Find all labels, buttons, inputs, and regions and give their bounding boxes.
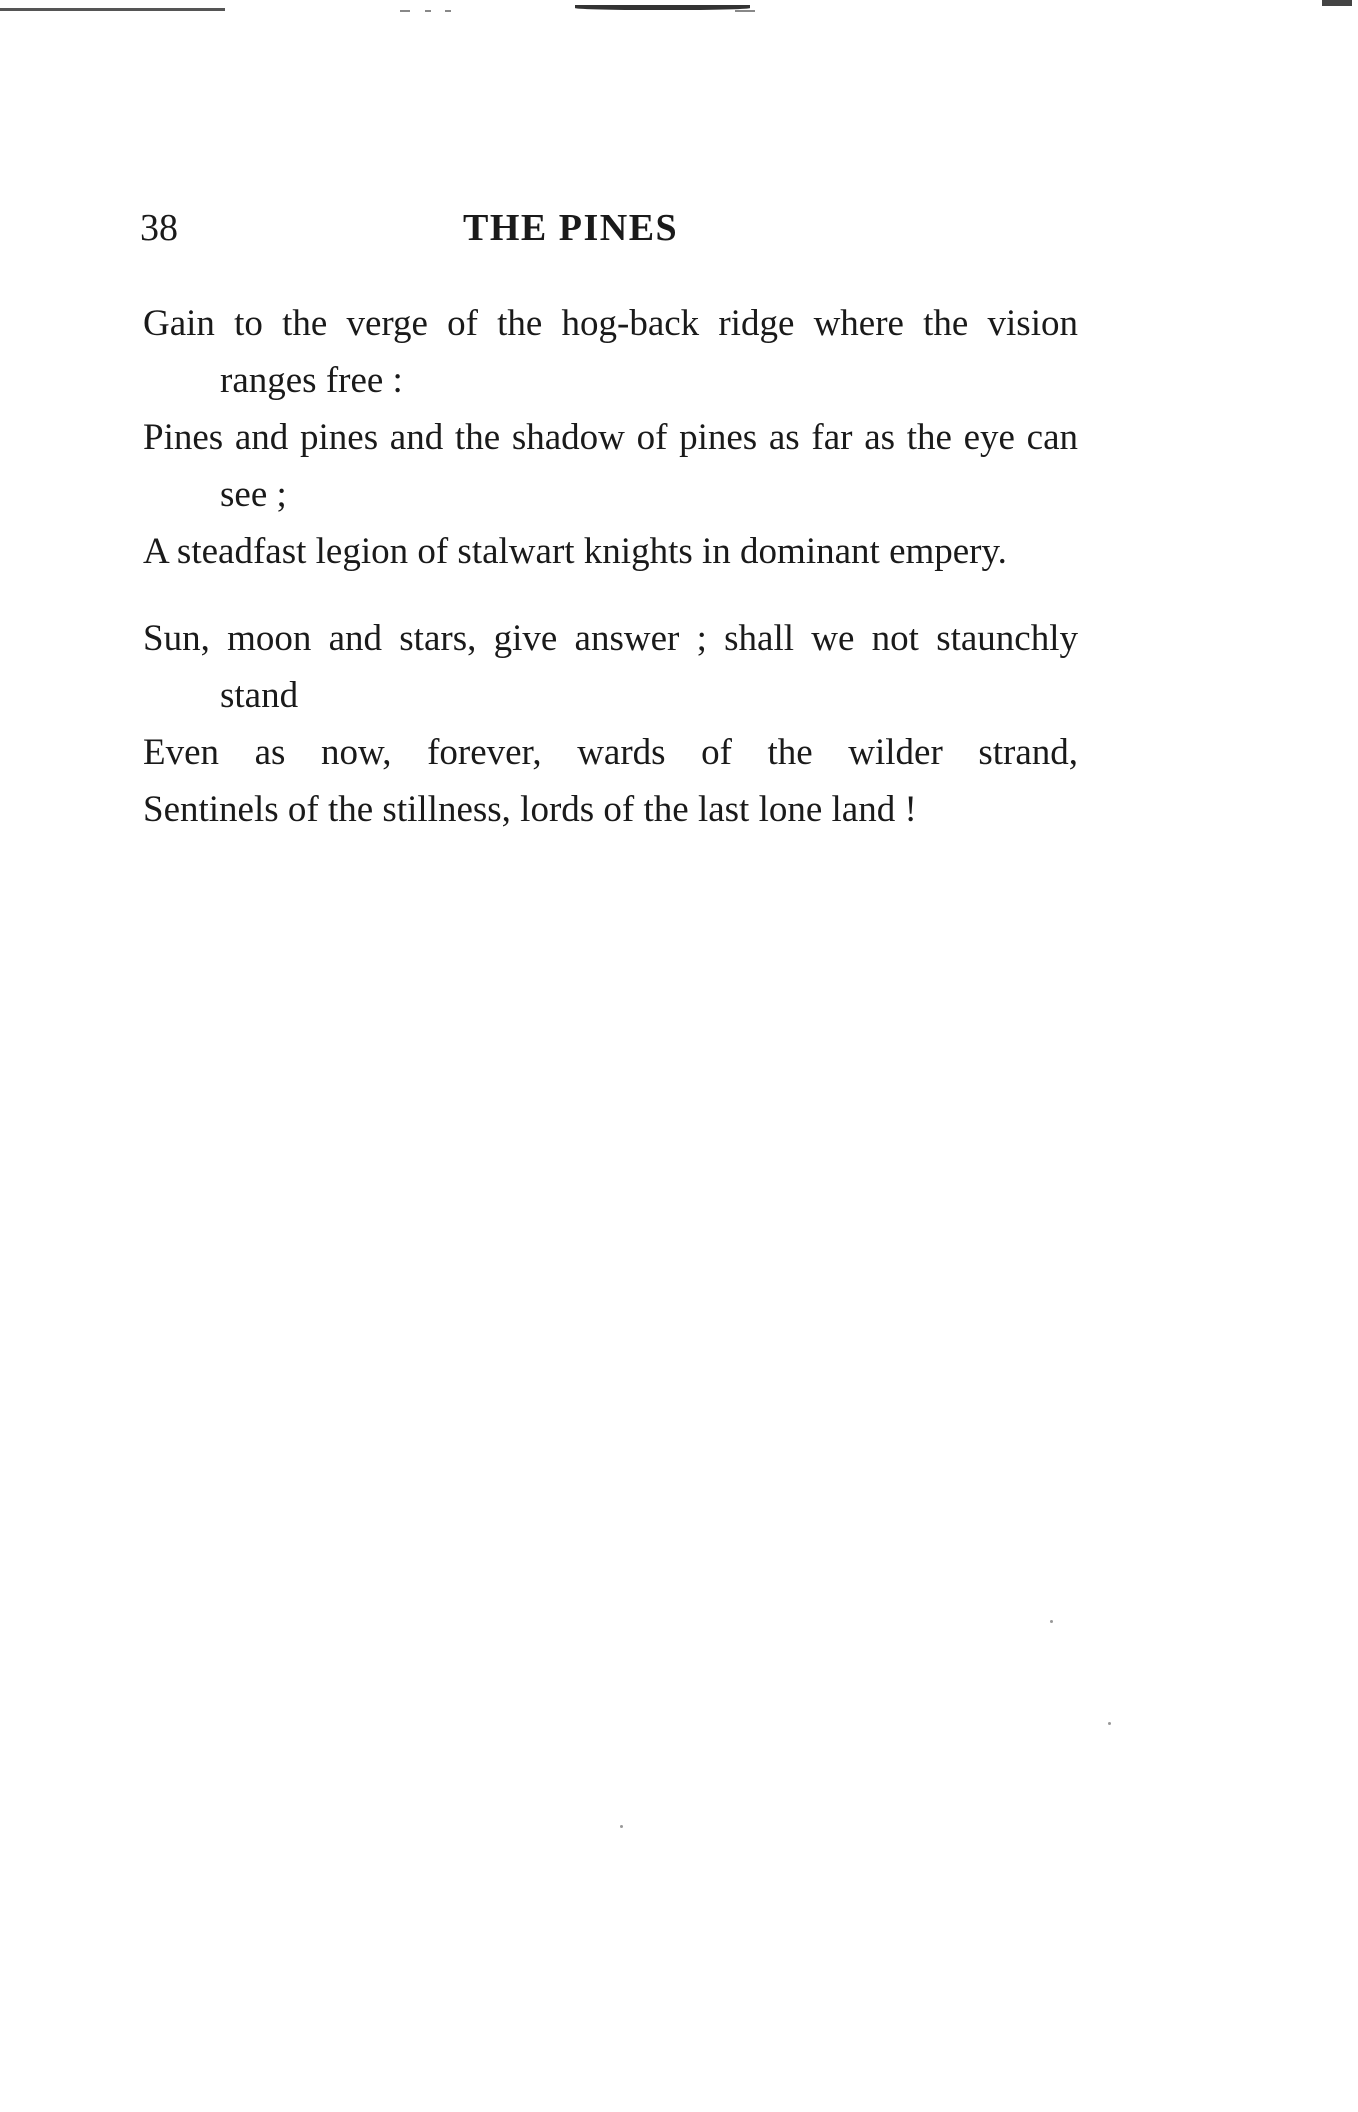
- verse-line-text: Pines and pines and the shadow of pines as far: [143, 417, 853, 458]
- scan-speck: [620, 1825, 623, 1828]
- verse-line: [143, 523, 1078, 580]
- verse-line-continuation: as the eye can see ;: [220, 417, 1078, 515]
- verse-line-text: Even as now, forever, wards of the wilder strand,: [143, 732, 1078, 773]
- verse-line-continuation: land !: [831, 789, 917, 830]
- verse-line-continuation: empery.: [889, 531, 1007, 572]
- verse-line: [143, 295, 1078, 409]
- verse-line: [143, 781, 1078, 838]
- verse-line: [143, 610, 1078, 724]
- verse-line-text: Sentinels of the stillness, lords of the last lone: [143, 789, 823, 830]
- page-number: 38: [140, 207, 178, 249]
- scan-edge-mark: [400, 10, 410, 12]
- scan-edge-mark: [0, 8, 225, 11]
- page-header: [140, 203, 1080, 253]
- verse-line-continuation: the vision ranges free :: [220, 303, 1078, 401]
- verse-line-continuation: staunchly stand: [220, 618, 1079, 716]
- scan-edge-mark: [445, 10, 451, 12]
- verse-line-text: Sun, moon and stars, give answer ; shall we not: [143, 618, 919, 659]
- verse-line-text: Gain to the verge of the hog-back ridge where: [143, 303, 904, 344]
- scan-speck: [1108, 1722, 1111, 1725]
- scan-edge-mark: [575, 5, 750, 10]
- scan-edge-mark: [1322, 0, 1352, 6]
- running-title: THE PINES: [463, 207, 679, 249]
- poem-body: [143, 295, 1078, 838]
- stanza: [143, 610, 1078, 838]
- scan-speck: [1050, 1620, 1053, 1623]
- verse-line: [143, 409, 1078, 523]
- scan-edge-mark: [425, 10, 431, 12]
- verse-line: [143, 724, 1078, 781]
- stanza: [143, 295, 1078, 580]
- scan-edge-mark: [735, 10, 755, 12]
- verse-line-text: A steadfast legion of stalwart knights in dominant: [143, 531, 880, 572]
